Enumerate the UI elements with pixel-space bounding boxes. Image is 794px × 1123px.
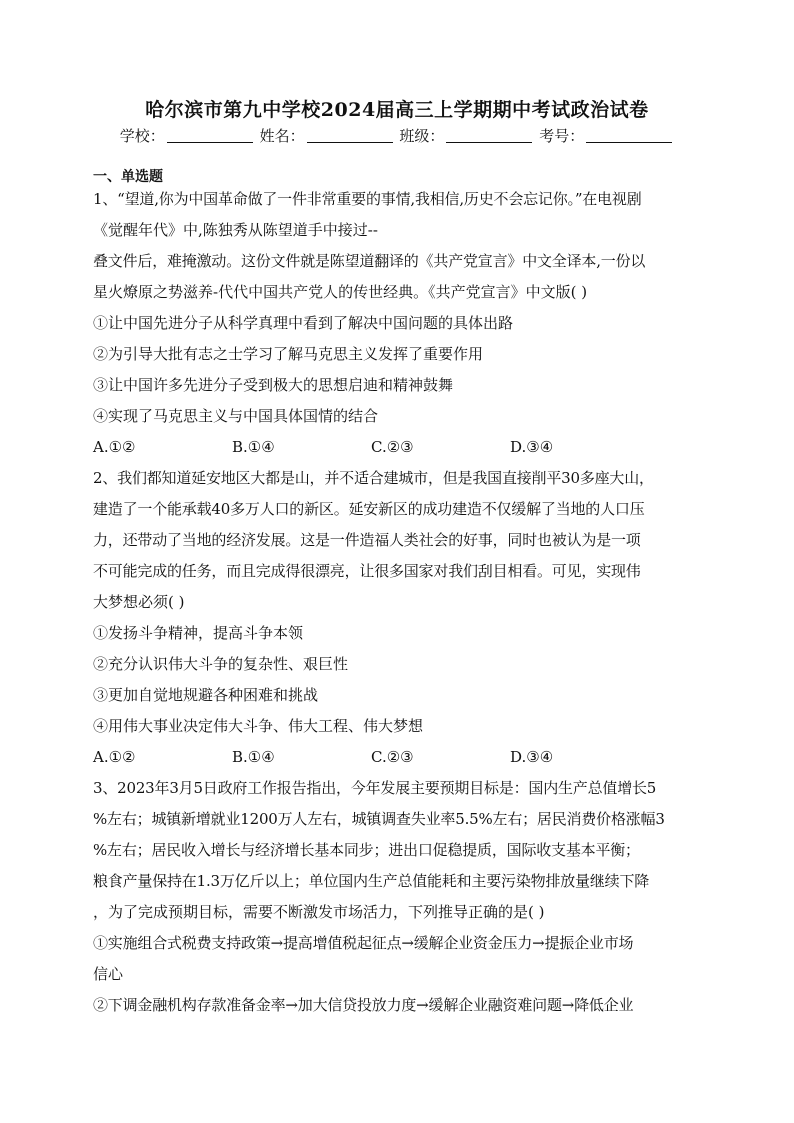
question-stem-line: 粮食产量保持在1.3万亿斤以上；单位国内生产总值能耗和主要污染物排放量继续下降 [93,872,650,890]
class-label: 班级： [399,127,445,145]
option-d[interactable]: D.③④ [510,748,554,766]
name-label: 姓名： [259,127,305,145]
question-stem-line: %左右；居民收入增长与经济增长基本同步；进出口促稳提质，国际收支基本平衡； [93,841,640,859]
exam-number-blank[interactable] [586,128,672,143]
page-title: 哈尔滨市第九中学校2024届高三上学期期中考试政治试卷 [145,99,649,121]
statement-item: ②为引导大批有志之士学习了解马克思主义发挥了重要作用 [93,345,484,363]
exam-number-label: 考号： [539,127,585,145]
statement-item: ④用伟大事业决定伟大斗争、伟大工程、伟大梦想 [93,717,424,735]
question-stem-line: 力，还带动了当地的经济发展。这是一件造福人类社会的好事，同时也被认为是一项 [93,531,641,549]
option-c[interactable]: C.②③ [371,438,414,456]
statement-item: ①发扬斗争精神，提高斗争本领 [93,624,304,642]
class-blank[interactable] [446,128,532,143]
question-stem-line: 建造了一个能承载40多万人口的新区。延安新区的成功建造不仅缓解了当地的人口压 [93,500,645,518]
question-stem-line: 1、“望道,你为中国革命做了一件非常重要的事情,我相信,历史不会忘记你。”在电视剧 [93,190,642,208]
statement-item: ①让中国先进分子从科学真理中看到了解决中国问题的具体出路 [93,314,514,332]
name-blank[interactable] [307,128,393,143]
section-heading: 一、单选题 [93,169,163,185]
statement-item: ③更加自觉地规避各种困难和挑战 [93,686,319,704]
answer-options [93,742,705,773]
question-stem-line: 不可能完成的任务，而且完成得很漂亮，让很多国家对我们刮目相看。可见，实现伟 [93,562,641,580]
option-b[interactable]: B.①④ [232,748,275,766]
statement-item: ②下调金融机构存款准备金率→加大信贷投放力度→缓解企业融资难问题→降低企业 [93,996,634,1014]
question-stem-line: %左右；城镇新增就业1200万人左右，城镇调查失业率5.5%左右；居民消费价格涨幅3 [93,810,665,828]
statement-item: ①实施组合式税费支持政策→提高增值税起征点→缓解企业资金压力→提振企业市场 [93,934,634,952]
option-a[interactable]: A.①② [93,748,136,766]
question-stem-line: ，为了完成预期目标，需要不断激发市场活力，下列推导正确的是( ) [93,903,545,921]
question-stem-line: 3、2023年3月5日政府工作报告指出，今年发展主要预期目标是：国内生产总值增长5 [93,779,657,797]
question-stem-line: 星火燎原之势滋养-代代中国共产党人的传世经典。《共产党宣言》中文版( ) [93,283,588,301]
student-info-row [0,125,794,146]
option-d[interactable]: D.③④ [510,438,554,456]
school-label: 学校： [119,127,165,145]
school-blank[interactable] [167,128,253,143]
question-stem-line: 2、我们都知道延安地区大都是山，并不适合建城市，但是我国直接削平30多座大山， [93,469,654,487]
question-1 [93,184,705,463]
option-c[interactable]: C.②③ [371,748,414,766]
question-3 [93,773,705,1021]
question-stem-line: 大梦想必须( ) [93,593,185,611]
statement-item: ③让中国许多先进分子受到极大的思想启迪和精神鼓舞 [93,376,454,394]
question-stem-line: 叠文件后，难掩激动。这份文件就是陈望道翻译的《共产党宣言》中文全译本,一份以 [93,252,646,270]
statement-item: ④实现了马克思主义与中国具体国情的结合 [93,407,379,425]
statement-item: ②充分认识伟大斗争的复杂性、艰巨性 [93,655,349,673]
question-stem-line: 《觉醒年代》中,陈独秀从陈望道手中接过-- [93,221,378,239]
option-b[interactable]: B.①④ [232,438,275,456]
answer-options [93,432,705,463]
option-a[interactable]: A.①② [93,438,136,456]
statement-item: 信心 [93,965,124,983]
question-2 [93,463,705,773]
questions [93,184,705,1021]
